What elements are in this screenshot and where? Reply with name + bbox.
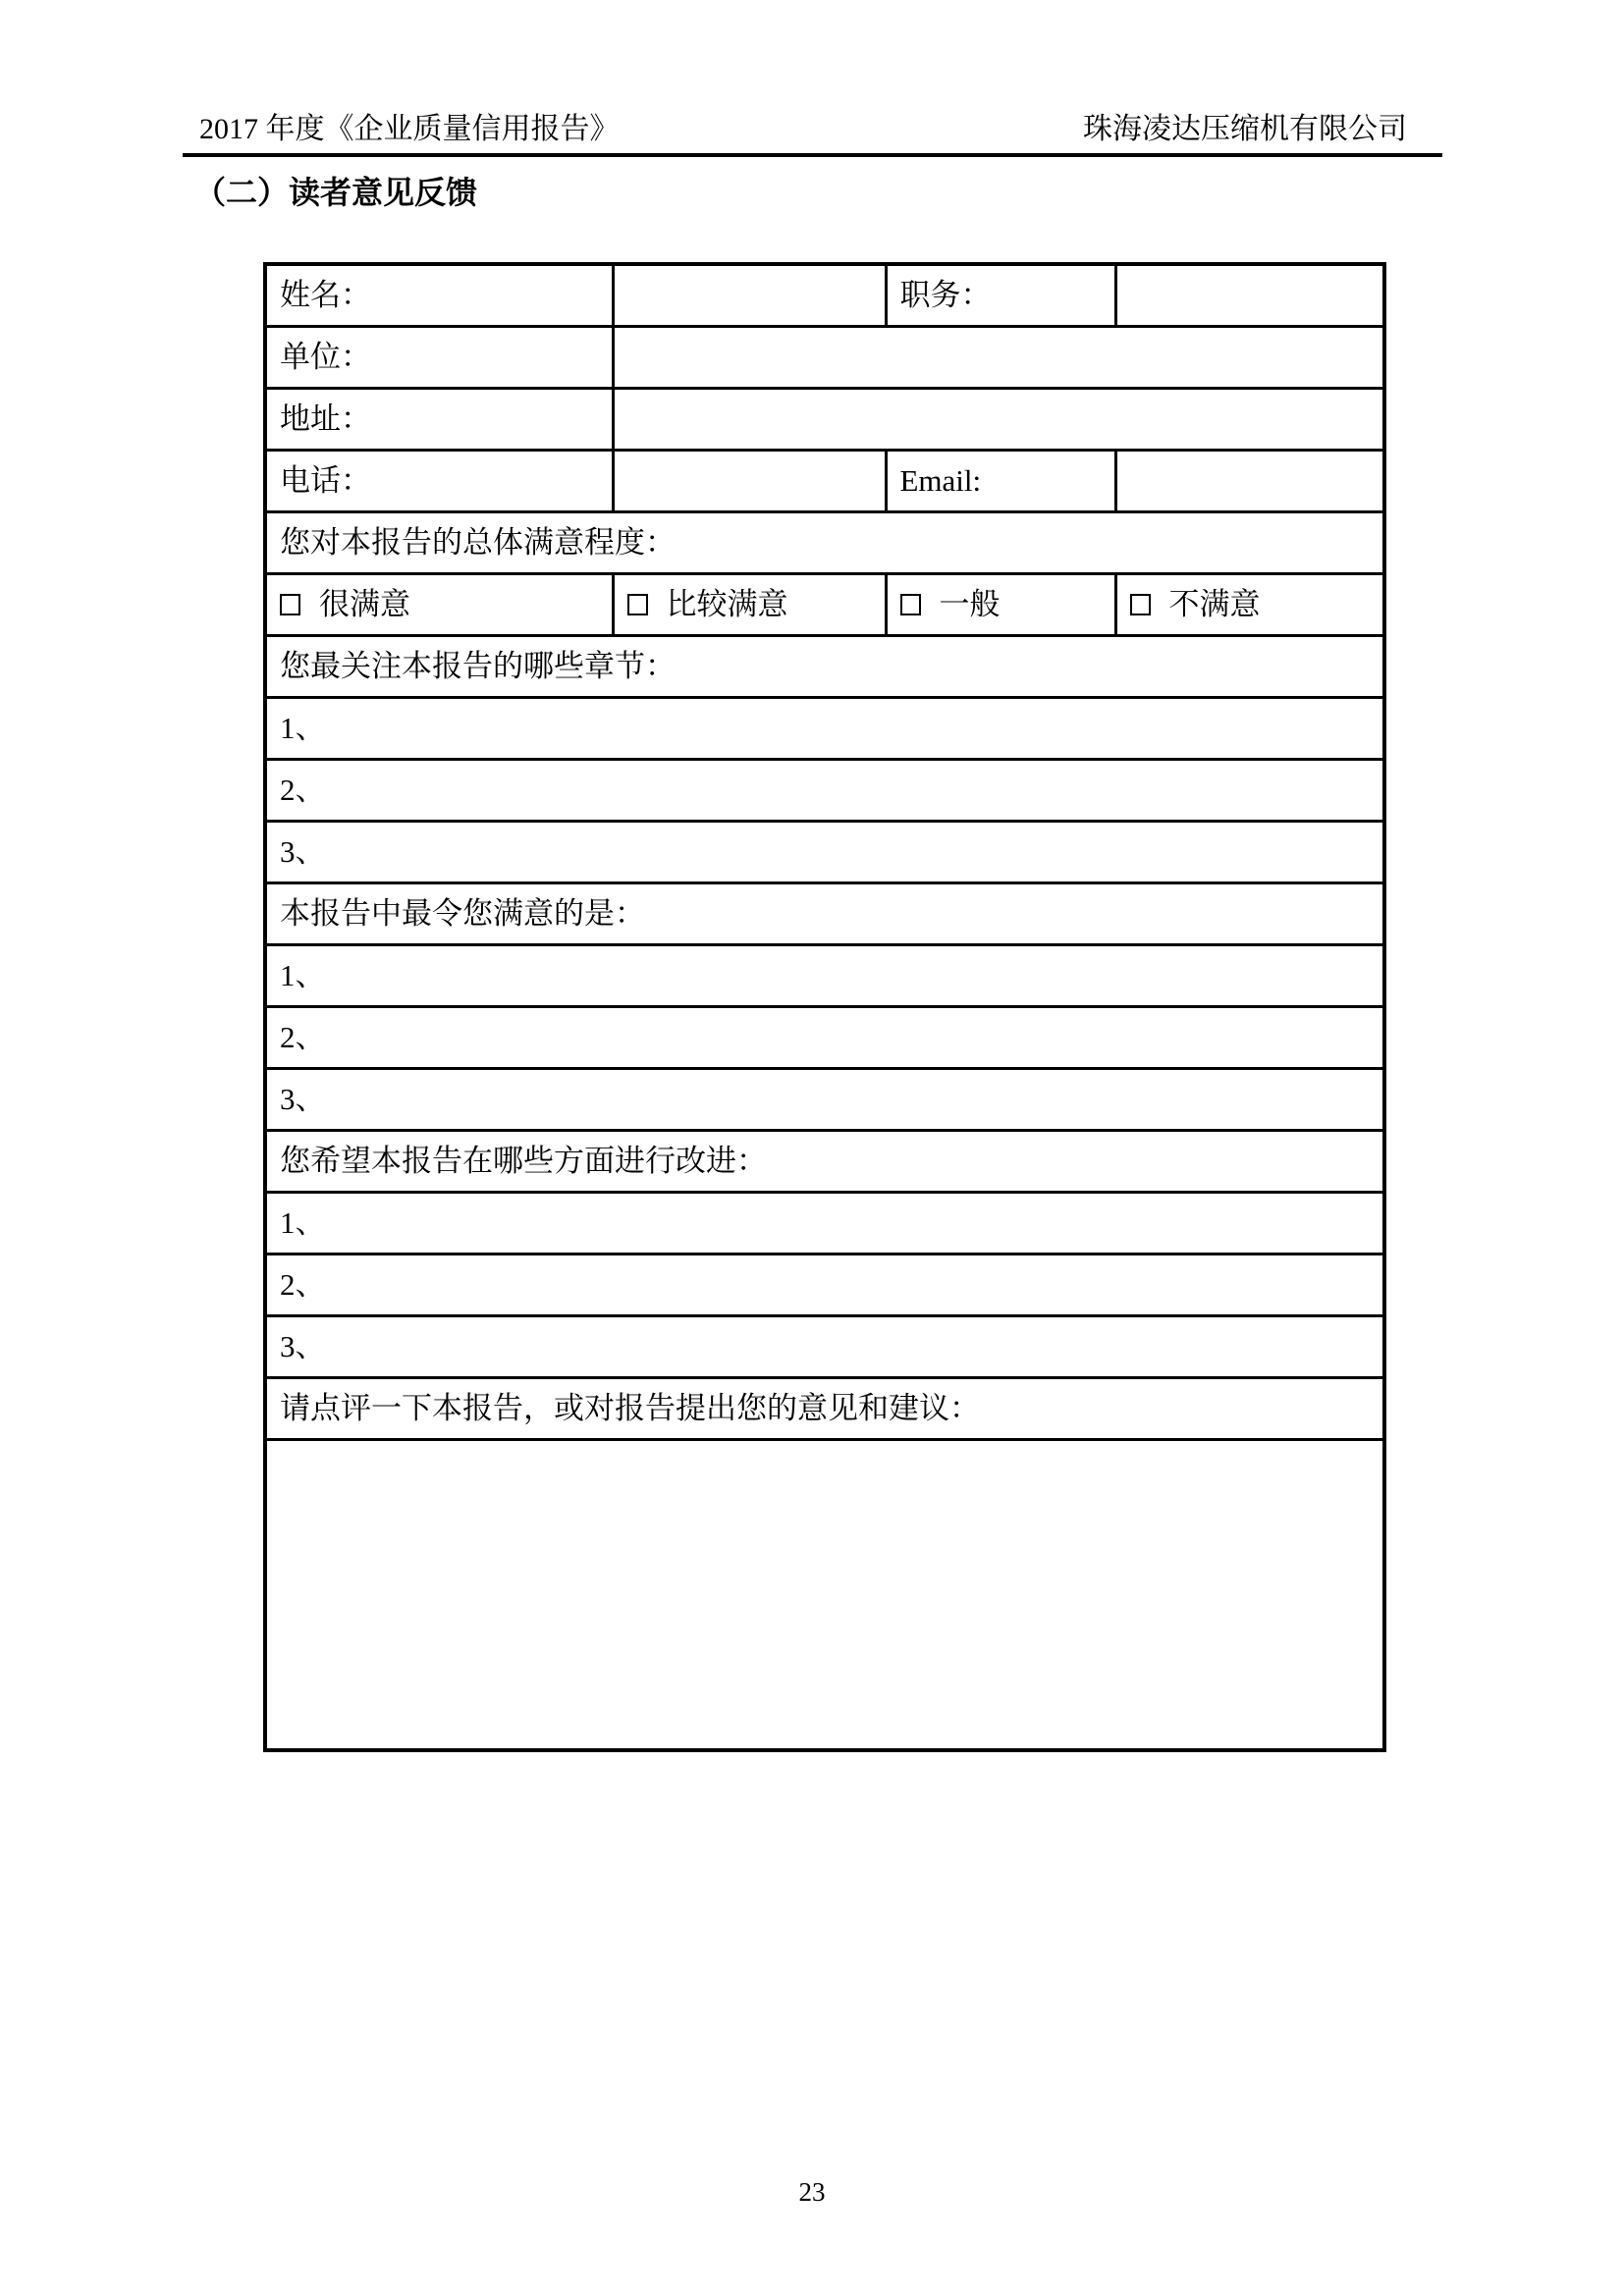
table-cell xyxy=(265,944,1384,1006)
page-header xyxy=(183,112,1442,157)
checkbox-icon xyxy=(900,594,921,615)
satisfaction-option-cell xyxy=(886,573,1115,635)
table-cell xyxy=(265,697,1384,759)
table-row xyxy=(265,1377,1384,1439)
table-row xyxy=(265,264,1384,326)
cell-label: Email: xyxy=(899,462,982,498)
table-cell xyxy=(265,450,613,511)
table-cell xyxy=(265,635,1384,697)
table-cell xyxy=(265,1192,1384,1254)
table-cell xyxy=(613,326,1384,388)
table-cell xyxy=(1115,450,1384,511)
table-cell xyxy=(886,264,1115,326)
table-cell xyxy=(265,388,613,450)
satisfaction-option-cell xyxy=(265,573,613,635)
cell-label: 1、 xyxy=(280,1204,326,1240)
table-row xyxy=(265,944,1384,1006)
cell-label: 不满意 xyxy=(1168,586,1261,621)
table-row xyxy=(265,821,1384,882)
table-row xyxy=(265,1315,1384,1377)
table-row xyxy=(265,326,1384,388)
table-cell xyxy=(265,759,1384,821)
table-cell xyxy=(613,450,886,511)
header-report-title: 2017 年度《企业质量信用报告》 xyxy=(199,113,620,145)
table-row xyxy=(265,759,1384,821)
cell-label: 本报告中最令您满意的是： xyxy=(280,895,645,931)
table-row xyxy=(265,882,1384,944)
table-row xyxy=(265,1192,1384,1254)
checkbox-icon xyxy=(1130,594,1151,615)
table-cell xyxy=(265,1006,1384,1068)
cell-label: 比较满意 xyxy=(666,586,788,621)
cell-label: 请点评一下本报告，或对报告提出您的意见和建议： xyxy=(280,1390,980,1425)
table-cell xyxy=(265,1068,1384,1130)
table-row xyxy=(265,1254,1384,1315)
cell-label: 2、 xyxy=(280,772,326,807)
cell-label: 1、 xyxy=(280,710,326,745)
cell-label: 2、 xyxy=(280,1266,326,1302)
cell-label: 很满意 xyxy=(319,586,410,621)
table-row xyxy=(265,1130,1384,1192)
table-cell xyxy=(265,1254,1384,1315)
reader-feedback-table xyxy=(263,262,1386,1752)
table-cell xyxy=(265,882,1384,944)
table-row xyxy=(265,388,1384,450)
table-row xyxy=(265,1068,1384,1130)
table-cell xyxy=(613,388,1384,450)
table-row xyxy=(265,1006,1384,1068)
cell-label: 3、 xyxy=(280,1081,326,1116)
cell-label: 2、 xyxy=(280,1019,326,1054)
cell-label: 3、 xyxy=(280,833,326,869)
cell-label: 地址： xyxy=(280,400,371,436)
table-cell xyxy=(265,1377,1384,1439)
table-row xyxy=(265,1439,1384,1750)
table-cell xyxy=(265,1130,1384,1192)
checkbox-icon xyxy=(627,594,648,615)
table-row xyxy=(265,450,1384,511)
table-cell xyxy=(1115,264,1384,326)
table-cell xyxy=(613,264,886,326)
table-row xyxy=(265,635,1384,697)
table-row xyxy=(265,697,1384,759)
cell-label: 职务： xyxy=(899,277,992,312)
cell-label: 1、 xyxy=(280,957,326,992)
cell-label: 单位： xyxy=(280,339,371,374)
feedback-table-body xyxy=(265,264,1384,1750)
cell-label: 电话： xyxy=(280,462,371,498)
table-cell xyxy=(265,1315,1384,1377)
table-cell xyxy=(886,450,1115,511)
page-number: 23 xyxy=(798,2177,826,2207)
table-cell xyxy=(265,326,613,388)
table-cell xyxy=(265,821,1384,882)
section-title: （二）读者意见反馈 xyxy=(194,175,478,210)
cell-label: 姓名： xyxy=(280,277,371,312)
table-cell xyxy=(265,264,613,326)
satisfaction-option-cell xyxy=(1115,573,1384,635)
table-cell xyxy=(265,511,1384,573)
cell-label: 您对本报告的总体满意程度： xyxy=(280,524,676,560)
cell-label: 3、 xyxy=(280,1328,326,1363)
header-company-name: 珠海凌达压缩机有限公司 xyxy=(1083,113,1407,145)
table-row xyxy=(265,511,1384,573)
checkbox-icon xyxy=(280,594,300,615)
cell-label: 一般 xyxy=(939,586,1001,621)
cell-label: 您最关注本报告的哪些章节： xyxy=(280,648,676,683)
table-cell xyxy=(265,1439,1384,1750)
table-row xyxy=(265,573,1384,635)
satisfaction-option-cell xyxy=(613,573,886,635)
cell-label: 您希望本报告在哪些方面进行改进： xyxy=(280,1143,767,1178)
